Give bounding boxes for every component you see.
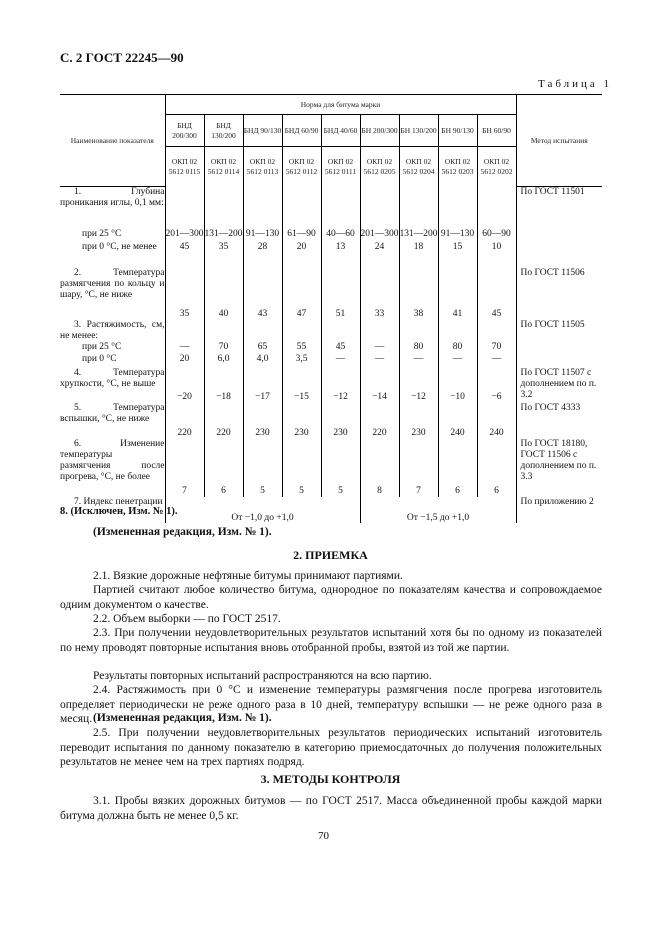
cell-value: 230: [399, 403, 438, 439]
mark-header: БНД 90/130: [243, 115, 282, 147]
cell-value: 8: [360, 439, 399, 497]
cell-value: −17: [243, 368, 282, 403]
para-2-3: 2.3. При получении неудовлетворительных результатов испытаний хотя бы по одному из показателей по нему проводят повторные испытания вновь отобранной пробы, взятой из той же партии.: [60, 627, 602, 654]
row-name: при 0 °С: [60, 354, 165, 368]
cell-value: —: [179, 341, 190, 352]
row-name: 3. Растяжимость, см, не менее:: [60, 319, 165, 341]
mark-header: БНД 60/90: [282, 115, 321, 147]
row-name: 1. Глубина проникания иглы, 0,1 мм:: [60, 187, 165, 229]
cell-value: 5: [243, 439, 282, 497]
mark-header: БН 130/200: [399, 115, 438, 147]
penetration-index-bnd: От −1,0 до +1,0: [165, 497, 360, 523]
cell-value: [399, 320, 438, 342]
cell-value: 230: [321, 403, 360, 439]
cell-value: [321, 187, 360, 229]
okp-code: ОКП 02 5612 0202: [477, 147, 516, 187]
edit-note-2: (Измененная редакция, Изм. № 1).: [93, 712, 272, 724]
cell-value: 201—300: [165, 228, 204, 239]
row-name: при 0 °С, не менее: [60, 242, 165, 268]
cell-value: 43: [243, 268, 282, 320]
cell-value: [477, 187, 516, 229]
cell-value: 28: [243, 242, 282, 268]
okp-code: ОКП 02 5612 0114: [204, 147, 243, 187]
cell-value: [360, 187, 399, 229]
para-2-2: 2.2. Объем выборки — по ГОСТ 2517.: [93, 613, 281, 625]
cell-value: 20: [179, 353, 190, 364]
row-method: [516, 354, 602, 368]
mark-header: БН 200/300: [360, 115, 399, 147]
col-header-norm: Норма для битума марки: [165, 95, 516, 115]
mark-header: БНД 40/60: [321, 115, 360, 147]
mark-header: БНД 200/300: [165, 115, 204, 147]
edit-note-1: (Измененная редакция, Изм. № 1).: [93, 526, 272, 538]
cell-value: 70: [477, 342, 516, 354]
cell-value: −14: [360, 368, 399, 403]
excluded-row: 8. (Исключен, Изм. № 1).: [60, 506, 178, 517]
cell-value: −18: [204, 368, 243, 403]
row-name: при 25 °С: [60, 342, 165, 354]
para-3-1: 3.1. Пробы вязких дорожных битумов — по ГОСТ 2517. Масса объединенной пробы каждой марки битума должна быть не менее 0,5 кг.: [60, 795, 602, 822]
cell-value: 91—130: [438, 229, 477, 242]
norms-table: [60, 94, 602, 523]
row-method: По ГОСТ 18180, ГОСТ 11506 с дополнением по п. 3.3: [516, 439, 602, 497]
cell-value: 35: [204, 242, 243, 268]
table-title: Таблица 1: [538, 78, 613, 90]
cell-value: [165, 320, 204, 342]
cell-value: 33: [360, 268, 399, 320]
penetration-index-bn: От −1,5 до +1,0: [406, 512, 470, 523]
col-header-name: Наименование показателя: [60, 95, 165, 187]
cell-value: 35: [179, 308, 190, 319]
row-method: По ГОСТ 4333: [516, 403, 602, 439]
cell-value: [243, 187, 282, 229]
cell-value: [360, 320, 399, 342]
cell-value: −15: [282, 368, 321, 403]
cell-value: 6: [204, 439, 243, 497]
cell-value: 65: [243, 342, 282, 354]
page-header: С. 2 ГОСТ 22245—90: [60, 50, 184, 65]
cell-value: 15: [438, 242, 477, 268]
cell-value: −6: [477, 368, 516, 403]
cell-value: 55: [282, 342, 321, 354]
cell-value: —: [360, 342, 399, 354]
cell-value: 80: [399, 342, 438, 354]
cell-value: 6,0: [204, 354, 243, 368]
cell-value: [477, 320, 516, 342]
cell-value: 45: [179, 241, 190, 252]
row-name: 4. Температура хрупкости, °С, не выше: [60, 368, 165, 403]
okp-code: ОКП 02 5612 0111: [321, 147, 360, 187]
cell-value: [243, 320, 282, 342]
mark-header: БНД 130/200: [204, 115, 243, 147]
cell-value: 20: [282, 242, 321, 268]
cell-value: 240: [477, 403, 516, 439]
cell-value: [282, 187, 321, 229]
cell-value: 18: [399, 242, 438, 268]
okp-code: ОКП 02 5612 0204: [399, 147, 438, 187]
cell-value: [204, 187, 243, 229]
mark-header: БН 60/90: [477, 115, 516, 147]
row-method: По ГОСТ 11506: [516, 268, 602, 320]
row-method: По ГОСТ 11501: [516, 187, 602, 229]
para-2-5: 2.5. При получении неудовлетворительных результатов периодических испытаний изготовитель переводит испытания по данному показателю в категорию приемосдаточных до получения положительных результатов не менее чем на трех партиях подряд.: [60, 727, 602, 768]
col-header-method: Метод испытания: [516, 95, 602, 187]
cell-value: [321, 320, 360, 342]
row-method: По приложению 2: [516, 497, 602, 523]
cell-value: —: [360, 354, 399, 368]
cell-value: 7: [182, 485, 187, 496]
para-2-3b: Результаты повторных испытаний распространяются на всю партию.: [93, 670, 432, 682]
row-method: По ГОСТ 11505: [516, 320, 602, 342]
cell-value: 131—200: [204, 229, 243, 242]
cell-value: —: [438, 354, 477, 368]
cell-value: 61—90: [282, 229, 321, 242]
cell-value: 4,0: [243, 354, 282, 368]
cell-value: —: [399, 354, 438, 368]
cell-value: 230: [243, 403, 282, 439]
cell-value: 91—130: [243, 229, 282, 242]
cell-value: 41: [438, 268, 477, 320]
okp-code: ОКП 02 5612 0115: [168, 156, 201, 176]
cell-value: −12: [321, 368, 360, 403]
cell-value: —: [477, 354, 516, 368]
row-method: По ГОСТ 11507 с дополнением по п. 3.2: [516, 368, 602, 403]
okp-code: ОКП 02 5612 0113: [243, 147, 282, 187]
row-name: при 25 °С: [60, 229, 165, 242]
cell-value: [399, 187, 438, 229]
cell-value: −20: [177, 391, 192, 402]
cell-value: [438, 187, 477, 229]
cell-value: 220: [177, 427, 192, 438]
section-2-title: 2. ПРИЕМКА: [293, 548, 368, 562]
cell-value: 38: [399, 268, 438, 320]
row-method: [516, 229, 602, 242]
cell-value: −12: [399, 368, 438, 403]
cell-value: 6: [477, 439, 516, 497]
cell-value: 13: [321, 242, 360, 268]
okp-code: ОКП 02 5612 0205: [360, 147, 399, 187]
cell-value: 5: [282, 439, 321, 497]
row-name: 7. Индекс пенетрации: [60, 497, 165, 523]
cell-value: 5: [321, 439, 360, 497]
cell-value: 47: [282, 268, 321, 320]
cell-value: [204, 320, 243, 342]
para-2-1b: Партией считают любое количество битума, однородное по показателям качества и сопровождаемое одним документом о качестве.: [60, 584, 602, 611]
cell-value: 220: [204, 403, 243, 439]
mark-header: БН 90/130: [438, 115, 477, 147]
cell-value: 220: [360, 403, 399, 439]
cell-value: 70: [204, 342, 243, 354]
row-method: [516, 242, 602, 268]
cell-value: 240: [438, 403, 477, 439]
cell-value: 7: [399, 439, 438, 497]
cell-value: 60—90: [477, 229, 516, 242]
cell-value: 201—300: [360, 229, 399, 242]
page-number: 70: [318, 830, 329, 842]
cell-value: [165, 187, 204, 229]
cell-value: [282, 320, 321, 342]
cell-value: [438, 320, 477, 342]
cell-value: 45: [477, 268, 516, 320]
row-method: [516, 342, 602, 354]
cell-value: 80: [438, 342, 477, 354]
para-2-4: 2.4. Растяжимость при 0 °С и изменение температуры размягчения после прогрева изготовитель определяет периодически не реже одного раза в 10 дней, температуру вспышки — не реже одного раза в месяц.: [60, 684, 602, 725]
row-name: 2. Температура размягчения по кольцу и шару, °С, не ниже: [60, 268, 165, 320]
cell-value: —: [321, 354, 360, 368]
cell-value: 40—60: [321, 229, 360, 242]
row-name: 5. Температура вспышки, °С, не ниже: [60, 403, 165, 439]
cell-value: 131—200: [399, 229, 438, 242]
cell-value: 45: [321, 342, 360, 354]
cell-value: 51: [321, 268, 360, 320]
cell-value: 24: [360, 242, 399, 268]
cell-value: 3,5: [282, 354, 321, 368]
section-3-title: 3. МЕТОДЫ КОНТРОЛЯ: [260, 772, 401, 786]
cell-value: 10: [477, 242, 516, 268]
okp-code: ОКП 02 5612 0112: [282, 147, 321, 187]
para-2-1: 2.1. Вязкие дорожные нефтяные битумы принимают партиями.: [93, 570, 403, 582]
cell-value: 230: [282, 403, 321, 439]
row-name: 6. Изменение температуры размягчения после прогрева, °С, не более: [60, 439, 165, 497]
cell-value: −10: [438, 368, 477, 403]
okp-code: ОКП 02 5612 0203: [438, 147, 477, 187]
cell-value: 40: [204, 268, 243, 320]
cell-value: 6: [438, 439, 477, 497]
